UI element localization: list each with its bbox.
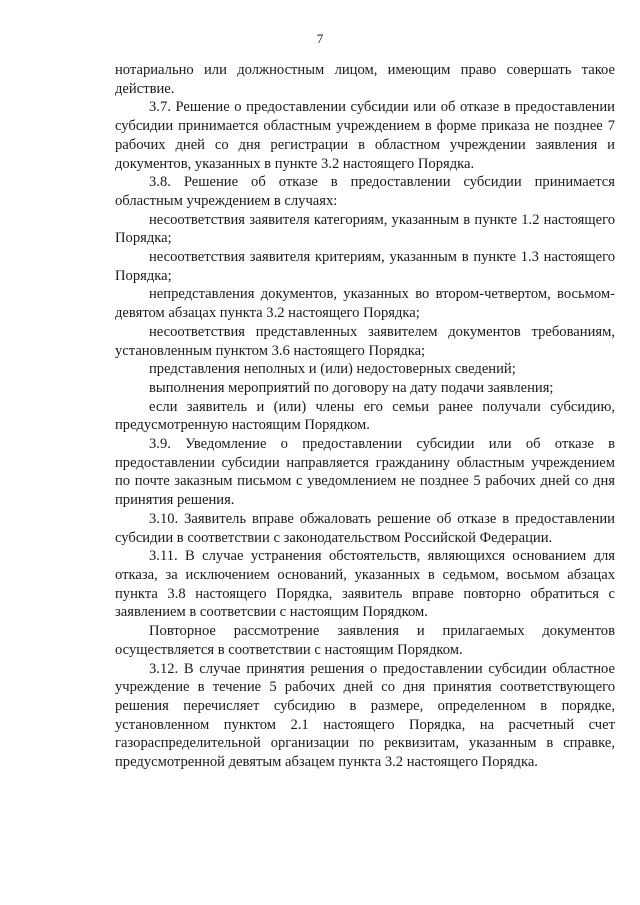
paragraph-3-9: 3.9. Уведомление о предоставлении субсидии или об отказе в предоставлении субсидии направляется гражданину областным учреждением по почте заказным письмом с уведомлением не позднее 5 рабочих дней со дня принятия решения.	[115, 436, 615, 509]
list-item: если заявитель и (или) члены его семьи ранее получали субсидию, предусмотренную настоящим Порядком.	[115, 398, 615, 434]
paragraph-continuation: нотариально или должностным лицом, имеющим право совершать такое действие.	[115, 62, 615, 97]
list-item: несоответствия заявителя категориям, указанным в пункте 1.2 настоящего Порядка;	[115, 211, 615, 247]
paragraph-3-11: 3.11. В случае устранения обстоятельств, являющихся основанием для отказа, за исключением оснований, указанных в седьмом, восьмом абзацах пункта 3.8 настоящего Порядка, заявитель вправе повторно обратиться с заявлением в соответсвии с настоящим Порядком.	[115, 548, 615, 621]
list-item: непредставления документов, указанных во втором-четвертом, восьмом-девятом абзацах пункта 3.2 настоящего Порядка;	[115, 286, 615, 322]
list-item: выполнения мероприятий по договору на дату подачи заявления;	[149, 379, 554, 396]
paragraph-3-10: 3.10. Заявитель вправе обжаловать решение об отказе в предоставлении субсидии в соответствии с законодательством Российской Федерации.	[115, 510, 615, 546]
paragraph-3-7: 3.7. Решение о предоставлении субсидии или об отказе в предоставлении субсидии принимается областным учреждением в форме приказа не позднее 7 рабочих дней со дня регистрации в областном учреждении заявления и документов, указанных в пункте 3.2 настоящего Порядка.	[115, 99, 615, 172]
list-item: несоответствия представленных заявителем документов требованиям, установленным пунктом 3.6 настоящего Порядка;	[115, 323, 615, 359]
paragraph-3-8: 3.8. Решение об отказе в предоставлении субсидии принимается областным учреждением в случаях:	[115, 174, 615, 209]
paragraph-repeat-review: Повторное рассмотрение заявления и прилагаемых документов осуществляется в соответствии с настоящим Порядком.	[115, 623, 615, 658]
document-body	[115, 61, 615, 772]
page-number: 7	[316, 31, 324, 46]
list-item: несоответствия заявителя критериям, указанным в пункте 1.3 настоящего Порядка;	[115, 249, 615, 284]
list-item: представления неполных и (или) недостоверных сведений;	[149, 361, 516, 378]
paragraph-3-12: 3.12. В случае принятия решения о предоставлении субсидии областное учреждение в течение 5 рабочих дней со дня принятия соответствующего решения перечисляет субсидию в размере, определенном в порядке, установленном пунктом 2.1 настоящего Порядка, на расчетный счет газораспределительной организации по реквизитам, указанным в справке, предусмотренной девятым абзацем пункта 3.2 настоящего Порядка.	[115, 660, 615, 771]
